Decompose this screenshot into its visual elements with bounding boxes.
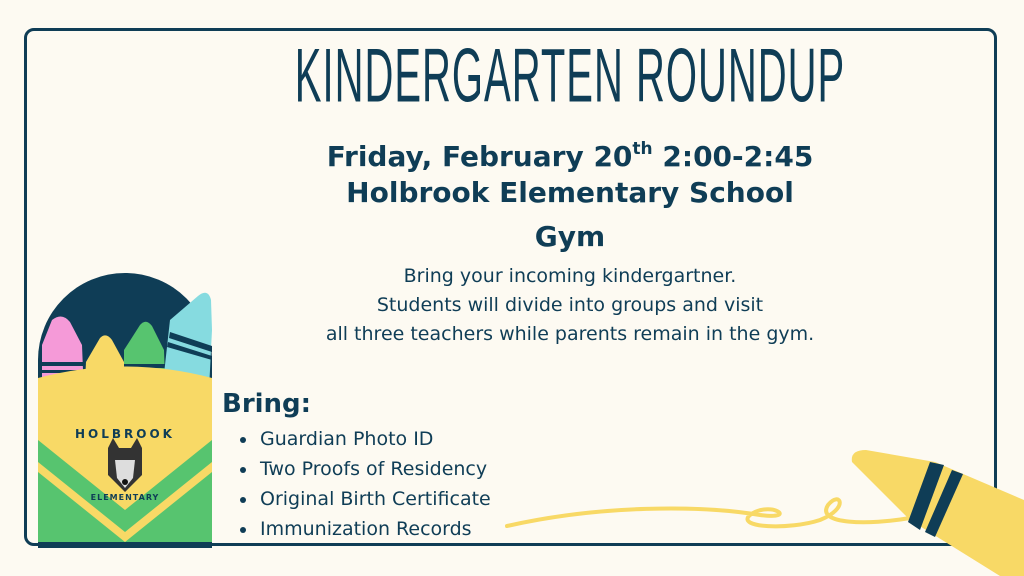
page-title: KINDERGARTEN ROUNDUP [294, 33, 846, 118]
yellow-crayon-large-icon [852, 450, 1024, 576]
bring-heading: Bring: [222, 389, 312, 419]
description-line: Students will divide into groups and visit [376, 294, 764, 316]
logo-text-bottom: ELEMENTARY [90, 493, 160, 502]
event-room: Gym [534, 220, 606, 253]
event-date-time [0, 132, 1024, 174]
time-text: 2:00-2:45 [652, 140, 814, 173]
date-suffix: th [632, 139, 653, 159]
list-item: • Original Birth Certificate [258, 484, 491, 514]
bring-list [240, 424, 491, 544]
squiggle-line [507, 499, 910, 526]
list-item: • Guardian Photo ID [258, 424, 491, 454]
description [0, 262, 1024, 349]
list-item: • Two Proofs of Residency [258, 454, 491, 484]
list-item: • Immunization Records [258, 514, 491, 544]
description-line: Bring your incoming kindergartner. [403, 265, 737, 287]
description-line: all three teachers while parents remain in the gym. [325, 323, 815, 345]
logo-text-top: HOLBROOK [75, 427, 175, 441]
event-location: Holbrook Elementary School [346, 176, 794, 209]
date-text: Friday, February 20 [326, 140, 633, 173]
